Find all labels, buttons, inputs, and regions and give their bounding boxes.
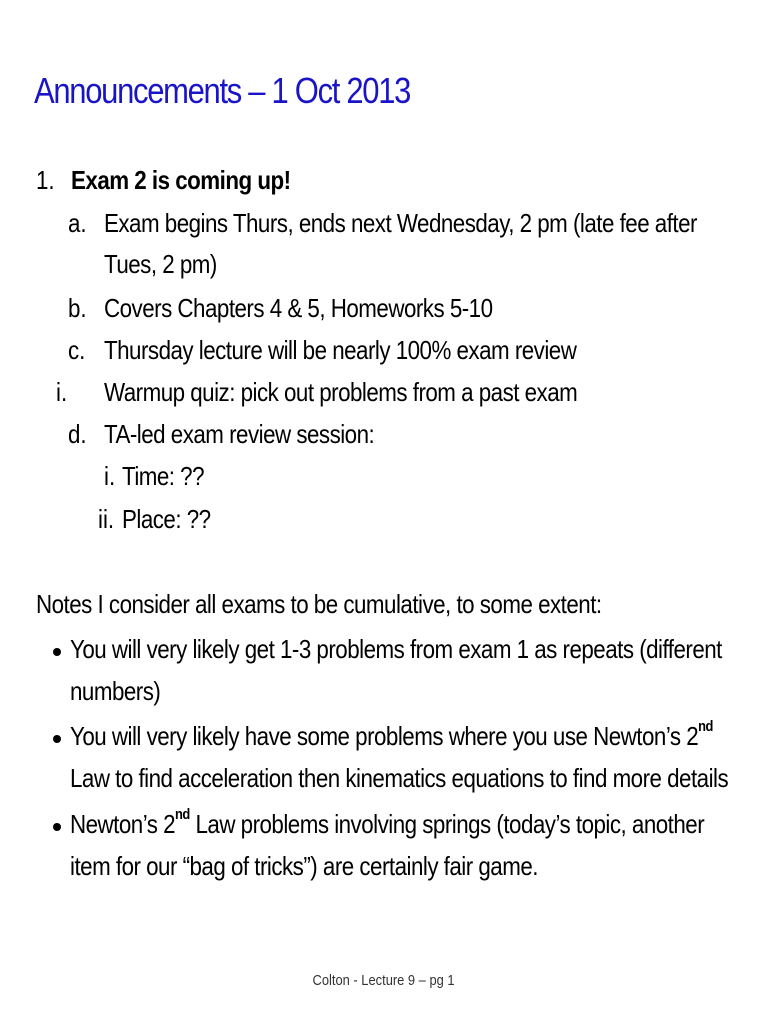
note-3-superscript: nd <box>175 806 190 823</box>
sub-b-line: Covers Chapters 4 & 5, Homeworks 5-10 <box>104 293 493 323</box>
page-footer <box>0 972 768 989</box>
note-2-line-1: You will very likely have some problems where you use Newton’s 2nd <box>70 718 713 751</box>
sub-c-line: Thursday lecture will be nearly 100% exam review <box>104 335 577 365</box>
sub-a-line-1: Exam begins Thurs, ends next Wednesday, 2 pm (late fee after <box>104 208 697 238</box>
note-2-superscript: nd <box>698 718 713 735</box>
sub-a-marker: a. <box>68 208 87 238</box>
sub-i-marker: i. <box>56 377 68 407</box>
sub-b-marker: b. <box>68 293 87 323</box>
sub-i-line: Warmup quiz: pick out problems from a past exam <box>104 377 578 407</box>
bullet-dot-2 <box>53 735 61 743</box>
sub-d-marker: d. <box>68 419 87 449</box>
review-place: Place: ?? <box>122 504 211 534</box>
review-time-marker: i. <box>104 461 116 491</box>
review-time: Time: ?? <box>122 461 205 491</box>
note-3-line-2: item for our “bag of tricks”) are certainly fair game. <box>70 851 538 881</box>
page-title: Announcements – 1 Oct 2013 <box>34 70 411 111</box>
note-1-line-2: numbers) <box>70 676 161 706</box>
sub-c-marker: c. <box>68 335 86 365</box>
sub-a-line-2: Tues, 2 pm) <box>104 249 217 279</box>
item-1-marker: 1. <box>36 165 55 195</box>
bullet-dot-3 <box>53 823 61 831</box>
note-3-line-1: Newton’s 2nd Law problems involving springs (today’s topic, another <box>70 806 705 839</box>
item-1-heading: Exam 2 is coming up! <box>71 165 291 195</box>
notes-intro: Notes I consider all exams to be cumulative, to some extent: <box>36 589 602 619</box>
review-place-marker: ii. <box>98 504 115 534</box>
bullet-dot-1 <box>53 648 61 656</box>
note-1-line-1: You will very likely get 1-3 problems from exam 1 as repeats (different <box>70 634 722 664</box>
footer-text: Colton - Lecture 9 – pg 1 <box>312 972 455 989</box>
note-2-line-2: Law to find acceleration then kinematics equations to find more details <box>70 763 729 793</box>
sub-d-line: TA-led exam review session: <box>104 419 375 449</box>
